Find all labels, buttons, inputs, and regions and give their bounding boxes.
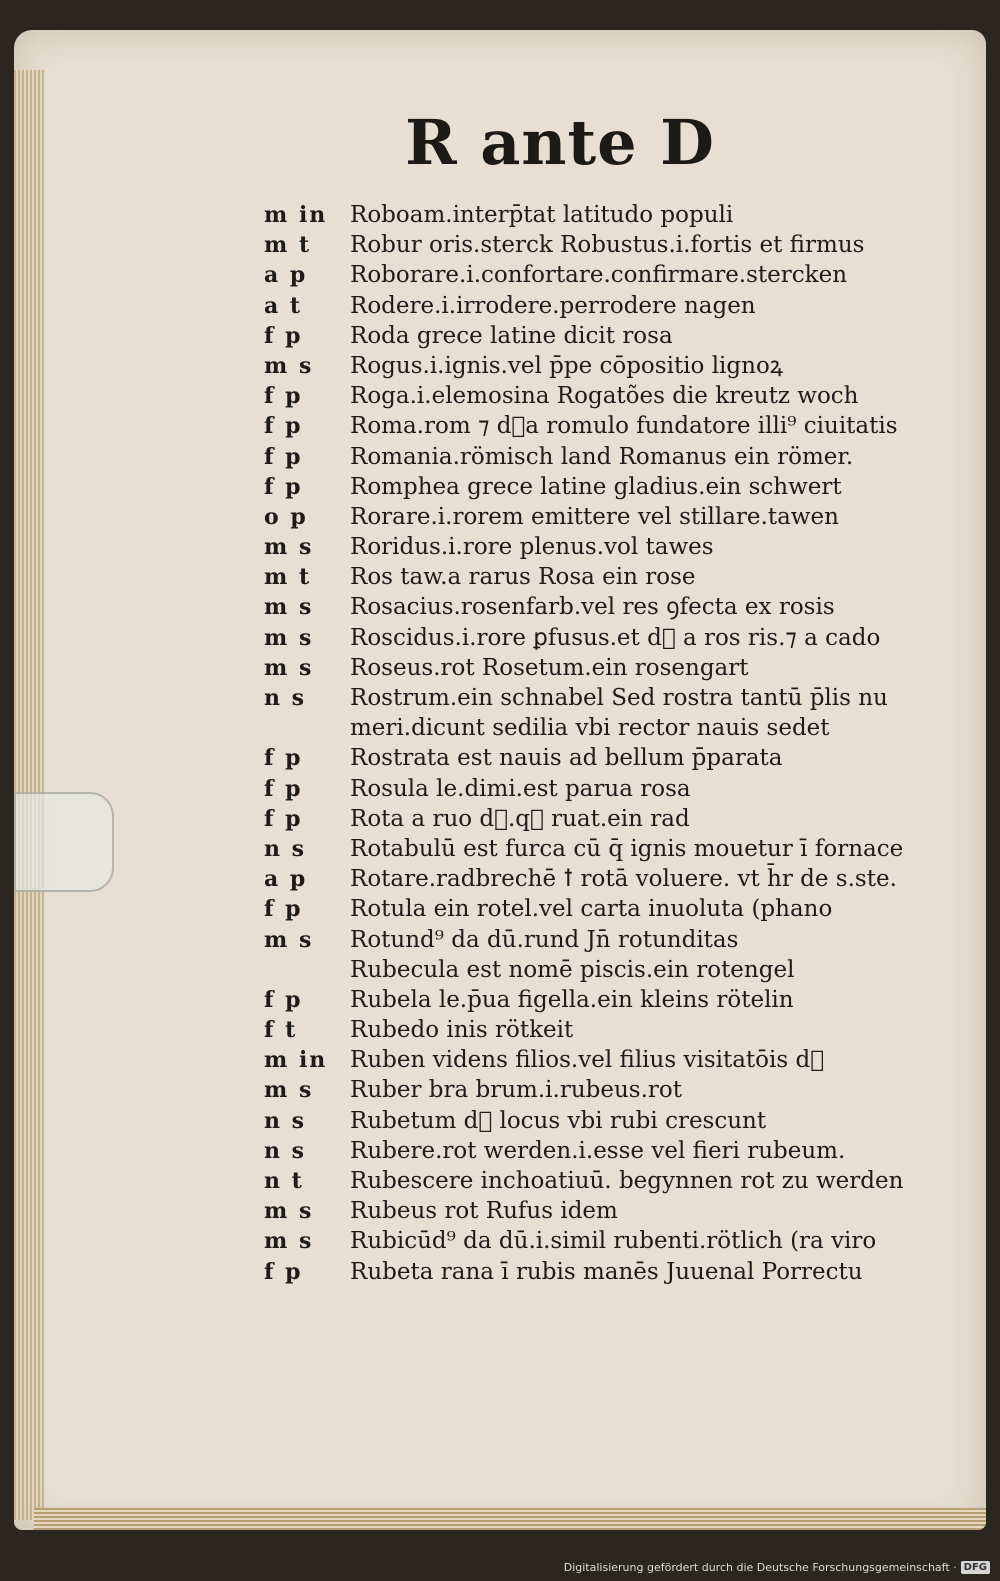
footer-credit: [564, 1557, 990, 1577]
entry-text: Romphea grece latine gladius.ein schwert: [350, 473, 842, 500]
entry-text: Rodere.i.irrodere.perrodere nagen: [350, 292, 756, 319]
entry-code: m s: [264, 1228, 314, 1255]
entry-text: Roboam.interp̄tat latitudo populi: [350, 202, 734, 228]
dfg-logo: DFG: [961, 1561, 990, 1574]
entry-row: [264, 381, 986, 411]
entry-code: m s: [264, 624, 314, 651]
entry-text: Rubere.rot werden.i.esse vel fieri rubeum.: [350, 1137, 846, 1164]
entry-text: Rotare.radbrechē ꝉ rotā voluere. vt h̄r de s.ste.: [350, 866, 897, 893]
entry-code: f p: [264, 443, 303, 470]
entry-code: f p: [264, 805, 303, 832]
entry-row: [264, 1015, 986, 1045]
entry-code: f p: [264, 986, 303, 1013]
entry-code: f p: [264, 473, 303, 500]
entry-code: m s: [264, 1198, 314, 1225]
entry-row: [264, 291, 986, 321]
entry-row: [264, 562, 986, 592]
entry-row: [264, 713, 986, 743]
entry-text: Rubetum d᷑ locus vbi rubi crescunt: [350, 1107, 767, 1134]
entry-text: Romania.römisch land Romanus ein römer.: [350, 443, 854, 470]
entry-code: o p: [264, 503, 308, 530]
entry-text: Rubeus rot Rufus idem: [350, 1198, 618, 1225]
entry-code: m s: [264, 654, 314, 681]
entry-text: Rotula ein rotel.vel carta inuoluta (phano: [350, 896, 833, 923]
entry-text: Robur oris.sterck Robustus.i.fortis et firmus: [350, 232, 865, 259]
entry-code: f p: [264, 775, 303, 802]
entry-row: [264, 532, 986, 562]
page-bottom-edges: [34, 1508, 986, 1530]
entry-row: [264, 1166, 986, 1196]
page-clip: [14, 792, 114, 892]
entry-text: Rubeta rana ī rubis manēs Juuenal Porrectu: [350, 1258, 863, 1285]
entry-code: m in: [264, 1047, 328, 1074]
entry-text: Rubedo inis rötkeit: [350, 1017, 574, 1044]
entry-row: [264, 442, 986, 472]
entry-code: n s: [264, 1137, 307, 1164]
entry-row: [264, 653, 986, 683]
entry-row: [264, 1226, 986, 1256]
entry-row: [264, 985, 986, 1015]
entry-text: Rubicūd⁹ da dū.i.simil rubenti.rötlich (ra viro: [350, 1228, 877, 1255]
entry-row: [264, 592, 986, 622]
entry-text: Roborare.i.confortare.confirmare.stercken: [350, 262, 848, 289]
entry-row: [264, 472, 986, 502]
entry-text: Roseus.rot Rosetum.ein rosengart: [350, 654, 749, 681]
entry-text: Rogus.i.ignis.vel p̄pe cōpositio lignoꝝ: [350, 352, 784, 379]
entry-text: Rotabulū est furca cū q̄ ignis mouetur ī fornace: [350, 835, 904, 862]
book-page: [14, 30, 986, 1530]
entry-text: Roda grece latine dicit rosa: [350, 322, 673, 349]
entry-row: [264, 260, 986, 290]
entry-code: f t: [264, 1017, 298, 1044]
entry-text: Rotund⁹ da dū.rund Jn̄ rotunditas: [350, 926, 739, 953]
entry-row: [264, 683, 986, 713]
entry-code: m s: [264, 534, 314, 561]
entry-row: [264, 351, 986, 381]
entry-row: [264, 1106, 986, 1136]
entry-code: f p: [264, 745, 303, 772]
entry-row: [264, 955, 986, 985]
entry-row: [264, 623, 986, 653]
entry-row: [264, 1045, 986, 1075]
entry-row: [264, 411, 986, 441]
entry-text: Rubela le.p̄ua figella.ein kleins rötelin: [350, 986, 794, 1013]
entry-row: [264, 1257, 986, 1287]
entry-code: m s: [264, 1077, 314, 1104]
entry-text: Rosacius.rosenfarb.vel res ꝯfecta ex rosis: [350, 594, 835, 621]
entry-code: m t: [264, 232, 312, 259]
entry-code: n s: [264, 1107, 307, 1134]
entry-text: Roga.i.elemosina Rogatões die kreutz woch: [350, 383, 859, 410]
entry-row: [264, 1075, 986, 1105]
entry-list: [264, 200, 986, 1287]
entry-row: [264, 321, 986, 351]
footer-credit-text: Digitalisierung gefördert durch die Deutsche Forschungsgemeinschaft ·: [563, 1560, 957, 1574]
entry-code: n s: [264, 685, 307, 711]
entry-text: Roscidus.i.rore ꝑfusus.et d᷑ a ros ris.⁊ a cado: [350, 624, 881, 651]
entry-row: [264, 834, 986, 864]
entry-code: m in: [264, 202, 328, 228]
entry-code: n t: [264, 1168, 304, 1194]
entry-text: Roridus.i.rore plenus.vol tawes: [350, 534, 714, 561]
entry-code: n s: [264, 835, 307, 862]
entry-row: [264, 1136, 986, 1166]
entry-row: [264, 230, 986, 260]
entry-row: [264, 925, 986, 955]
entry-code: f p: [264, 383, 303, 410]
entry-code: f p: [264, 322, 303, 349]
entry-code: f p: [264, 413, 303, 440]
entry-code: f p: [264, 1258, 303, 1285]
entry-text: Rosula le.dimi.est parua rosa: [350, 775, 691, 802]
entry-text: Rubescere inchoatiuū. begynnen rot zu werden: [350, 1168, 904, 1194]
entry-row: [264, 774, 986, 804]
entry-row: [264, 894, 986, 924]
entry-row: [264, 200, 986, 230]
entry-text: Rubecula est nomē piscis.ein rotengel: [350, 956, 795, 983]
entry-code: m s: [264, 594, 314, 621]
entry-code: a t: [264, 292, 303, 319]
entry-text: Roma.rom ⁊ d᷑a romulo fundatore illi⁹ ciuitatis: [350, 413, 898, 440]
entry-text: Rorare.i.rorem emittere vel stillare.tawen: [350, 503, 839, 530]
entry-row: [264, 1196, 986, 1226]
entry-text: Rota a ruo d᷑.q᷑ ruat.ein rad: [350, 805, 690, 832]
entry-text: Ruber bra brum.i.rubeus.rot: [350, 1077, 682, 1104]
entry-text: Ruben videns filios.vel filius visitatōis d᷑: [350, 1047, 825, 1074]
entry-code: m s: [264, 352, 314, 379]
entry-row: [264, 502, 986, 532]
entry-code: f p: [264, 896, 303, 923]
entry-code: m t: [264, 564, 312, 591]
entry-code: a p: [264, 262, 308, 289]
entry-text: meri.dicunt sedilia vbi rector nauis sedet: [350, 715, 830, 742]
entry-code: m s: [264, 926, 314, 953]
entry-text: Rostrum.ein schnabel Sed rostra tantū p̄lis nu: [350, 685, 888, 711]
entry-row: [264, 864, 986, 894]
entry-code: a p: [264, 866, 308, 893]
entry-text: Rostrata est nauis ad bellum p̄parata: [350, 745, 783, 772]
entry-text: Ros taw.a rarus Rosa ein rose: [350, 564, 696, 591]
entry-row: [264, 804, 986, 834]
page-heading: R ante D: [405, 106, 715, 179]
entry-row: [264, 743, 986, 773]
